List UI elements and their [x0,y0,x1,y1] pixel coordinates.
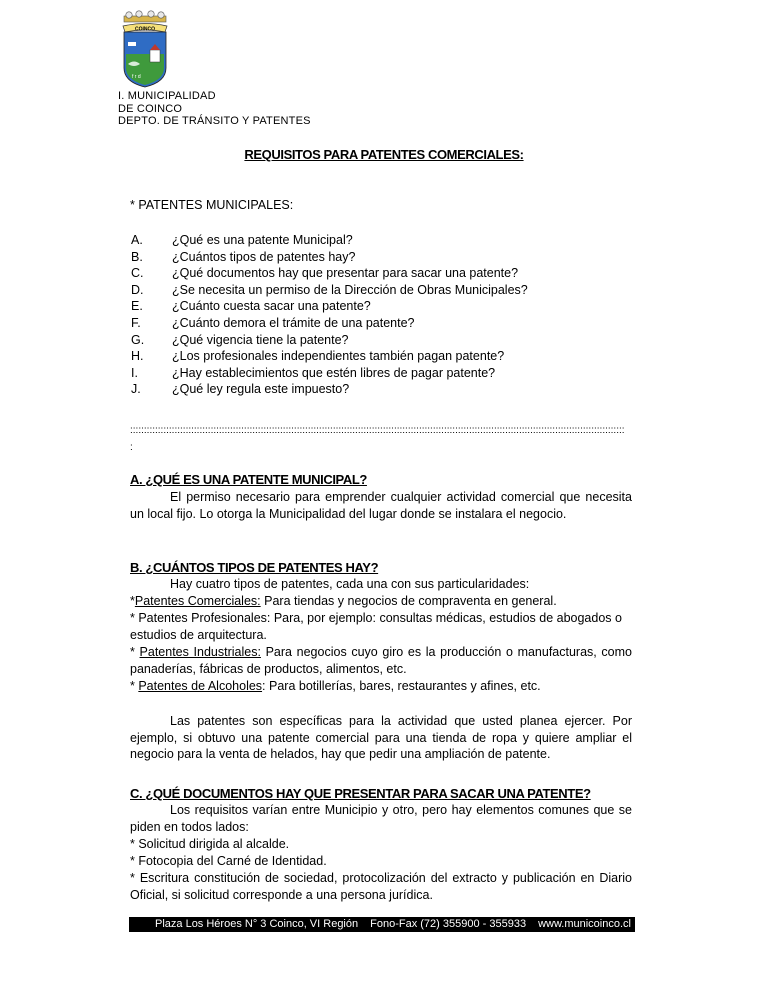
question-text: ¿Cuánto cuesta sacar una patente? [172,299,371,314]
question-letter: A. [131,233,143,247]
svg-text:f r d: f r d [132,74,141,80]
org-line-3: DEPTO. DE TRÁNSITO Y PATENTES [118,115,311,127]
question-text: ¿Qué documentos hay que presentar para sacar una patente? [172,266,519,281]
dotted-separator-tail: : [130,442,133,453]
org-line-2: DE COINCO [118,102,183,115]
question-text: ¿Los profesionales independientes también pagan patente? [172,349,505,364]
question-letter: G. [131,332,145,347]
question-text: ¿Qué es una patente Municipal? [172,233,353,247]
dotted-separator: :::::::::::::::::::::::::::::::::::::::::::::::::::::::::::::::::::::::::::::::::::::::::::::::::::::::::::::::::::::::::::::::::::::::::::::::::::::::::::::::::::::::::::::::::: [130,425,625,436]
patent-type-alcohol [130,678,632,695]
document-title: REQUISITOS PARA PATENTES COMERCIALES: [244,147,524,162]
logo-ribbon-text: COINCO [135,26,155,33]
section-c-intro: Los requisitos varían entre Municipio y otro, pero hay elementos comunes que se piden en todos lados: [130,803,632,834]
section-a-text: El permiso necesario para emprender cualquier actividad comercial que necesita un local fijo. Lo otorga la Municipalidad del lugar donde se instalara el negocio. [130,490,632,521]
question-letter: J. [131,382,141,397]
footer-website: www.municoinco.cl [538,918,631,930]
question-letter: H. [131,349,144,364]
question-letter: E. [131,299,143,314]
patent-type-label: Patentes Industriales: [139,645,261,659]
section-label: * PATENTES MUNICIPALES: [130,198,294,212]
bullet: * [130,594,135,608]
question-letter: I. [131,365,138,380]
footer-bar [129,917,635,932]
patent-type-label: Patentes Comerciales: [134,594,261,608]
bullet: * [130,679,139,693]
question-letter: B. [131,249,143,264]
question-text: ¿Hay establecimientos que estén libres de pagar patente? [172,365,496,380]
patent-type-professional: * Patentes Profesionales: Para, por ejemplo: consultas médicas, estudios de abogados o estudios de arquitectura. [130,611,622,642]
municipal-coat-of-arms-logo [120,10,170,88]
organization-name [118,90,311,128]
question-letter: C. [131,266,144,281]
patent-type-commercial [130,593,632,610]
footer-address: Plaza Los Héroes N° 3 Coinco, VI Región [155,918,359,930]
question-text: ¿Cuántos tipos de patentes hay? [172,249,356,264]
section-a-heading: A. ¿QUÉ ES UNA PATENTE MUNICIPAL? [130,472,367,487]
bullet: * [130,645,140,659]
section-b-heading: B. ¿CUÁNTOS TIPOS DE PATENTES HAY? [130,560,379,575]
patent-type-label: Patentes de Alcoholes [138,679,263,693]
question-text: ¿Cuánto demora el trámite de una patente? [172,315,415,330]
question-text: ¿Se necesita un permiso de la Dirección de Obras Municipales? [172,282,528,297]
question-letter: F. [131,315,141,330]
question-letter: D. [131,282,144,297]
document-requirement: * Fotocopia del Carné de Identidad. [130,854,327,868]
section-c-heading: C. ¿QUÉ DOCUMENTOS HAY QUE PRESENTAR PARA SACAR UNA PATENTE? [130,786,591,801]
patent-type-text: : Para botillerías, bares, restaurantes y afines, etc. [262,679,541,693]
document-requirement: * Solicitud dirigida al alcalde. [130,837,290,851]
patent-type-text: Para negocios cuyo giro es la producción o manufacturas, como panaderías, fábricas de productos, alimentos, etc. [130,645,632,676]
question-text: ¿Qué ley regula este impuesto? [172,382,350,397]
section-b-closing: Las patentes son específicas para la actividad que usted planea ejercer. Por ejemplo, si obtuvo una patente comercial para una tienda de ropa y quiere ampliar el negocio para la venta de helados, hay que pedir una ampliación de patente. [130,714,632,762]
org-line-1: I. MUNICIPALIDAD [118,90,216,102]
patent-type-text: Para tiendas y negocios de compraventa en general. [260,594,557,608]
patent-type-industrial [130,644,632,677]
question-text: ¿Qué vigencia tiene la patente? [172,332,349,347]
footer-phone: Fono-Fax (72) 355900 - 355933 [370,918,527,930]
document-requirement: * Escritura constitución de sociedad, protocolización del extracto y publicación en Diario Oficial, si solicitud corresponde a una persona jurídica. [130,871,632,902]
section-b-intro: Hay cuatro tipos de patentes, cada una con sus particularidades: [170,577,530,591]
